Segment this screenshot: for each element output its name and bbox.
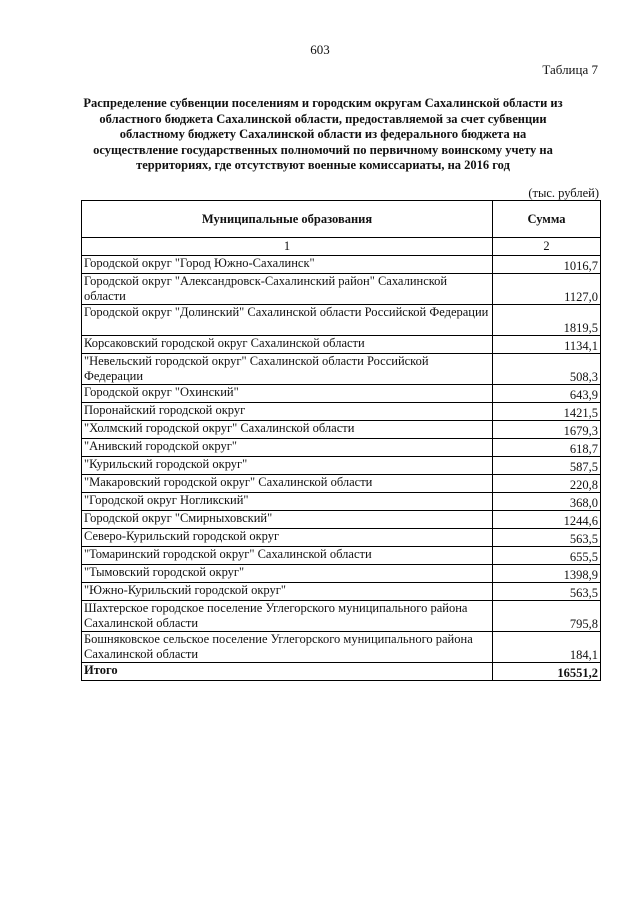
row-name: Городской округ "Охинский" — [82, 385, 493, 403]
row-name: Городской округ "Смирныховский" — [82, 511, 493, 529]
total-label: Итого — [82, 663, 493, 681]
table-row — [82, 511, 601, 529]
row-amount: 368,0 — [493, 493, 601, 511]
table-row — [82, 385, 601, 403]
column-number-1: 1 — [82, 238, 493, 256]
row-name: "Макаровский городской округ" Сахалинской области — [82, 475, 493, 493]
row-name: Городской округ "Александровск-Сахалинский район" Сахалинской области — [82, 274, 493, 305]
table-row — [82, 632, 601, 663]
row-amount: 618,7 — [493, 439, 601, 457]
row-amount: 643,9 — [493, 385, 601, 403]
table-row — [82, 493, 601, 511]
row-amount: 1819,5 — [493, 305, 601, 336]
table-row — [82, 305, 601, 336]
table-row — [82, 336, 601, 354]
table-row — [82, 547, 601, 565]
row-amount: 1398,9 — [493, 565, 601, 583]
row-name: Корсаковский городской округ Сахалинской области — [82, 336, 493, 354]
table-label: Таблица 7 — [542, 62, 598, 77]
row-amount: 655,5 — [493, 547, 601, 565]
header-row — [82, 201, 601, 238]
row-amount: 795,8 — [493, 601, 601, 632]
row-name: Поронайский городской округ — [82, 403, 493, 421]
table-row — [82, 274, 601, 305]
table-row — [82, 457, 601, 475]
subvention-table — [81, 200, 601, 681]
row-name: "Невельский городской округ" Сахалинской области Российской Федерации — [82, 354, 493, 385]
row-name: "Тымовский городской округ" — [82, 565, 493, 583]
column-number-2: 2 — [493, 238, 601, 256]
document-title: Распределение субвенции поселениям и городским округам Сахалинской области из областного бюджета Сахалинской области, предоставляемой за счет субвенции областному бюджету Сахалинской области из федерального бюджета на осуществление государственных полномочий по первичному воинскому учету на территориях, где отсутствуют военные комиссариаты, на 2016 год — [83, 96, 563, 173]
table-row — [82, 583, 601, 601]
row-name: Северо-Курильский городской округ — [82, 529, 493, 547]
row-amount: 563,5 — [493, 583, 601, 601]
row-name: Городской округ "Город Южно-Сахалинск" — [82, 256, 493, 274]
table-row — [82, 565, 601, 583]
header-amount: Сумма — [493, 201, 601, 238]
row-amount: 220,8 — [493, 475, 601, 493]
row-amount: 1127,0 — [493, 274, 601, 305]
table-row — [82, 475, 601, 493]
table-row — [82, 354, 601, 385]
units-label: (тыс. рублей) — [528, 186, 599, 200]
table-row — [82, 256, 601, 274]
row-amount: 1421,5 — [493, 403, 601, 421]
row-name: "Южно-Курильский городской округ" — [82, 583, 493, 601]
row-amount: 563,5 — [493, 529, 601, 547]
total-row — [82, 663, 601, 681]
table-row — [82, 403, 601, 421]
row-amount: 1134,1 — [493, 336, 601, 354]
row-amount: 1244,6 — [493, 511, 601, 529]
row-amount: 184,1 — [493, 632, 601, 663]
page-number: 603 — [310, 42, 330, 57]
row-amount: 587,5 — [493, 457, 601, 475]
row-amount: 1016,7 — [493, 256, 601, 274]
header-municipalities: Муниципальные образования — [82, 201, 493, 238]
row-name: "Городской округ Ногликский" — [82, 493, 493, 511]
row-name: Городской округ "Долинский" Сахалинской области Российской Федерации — [82, 305, 493, 336]
table-row — [82, 439, 601, 457]
row-name: "Анивский городской округ" — [82, 439, 493, 457]
row-name: "Томаринский городской округ" Сахалинской области — [82, 547, 493, 565]
row-name: "Холмский городской округ" Сахалинской области — [82, 421, 493, 439]
table-row — [82, 421, 601, 439]
total-amount: 16551,2 — [493, 663, 601, 681]
row-name: Шахтерское городское поселение Углегорского муниципального района Сахалинской области — [82, 601, 493, 632]
row-name: "Курильский городской округ" — [82, 457, 493, 475]
table-row — [82, 529, 601, 547]
row-name: Бошняковское сельское поселение Углегорского муниципального района Сахалинской области — [82, 632, 493, 663]
column-number-row — [82, 238, 601, 256]
row-amount: 1679,3 — [493, 421, 601, 439]
row-amount: 508,3 — [493, 354, 601, 385]
table-row — [82, 601, 601, 632]
